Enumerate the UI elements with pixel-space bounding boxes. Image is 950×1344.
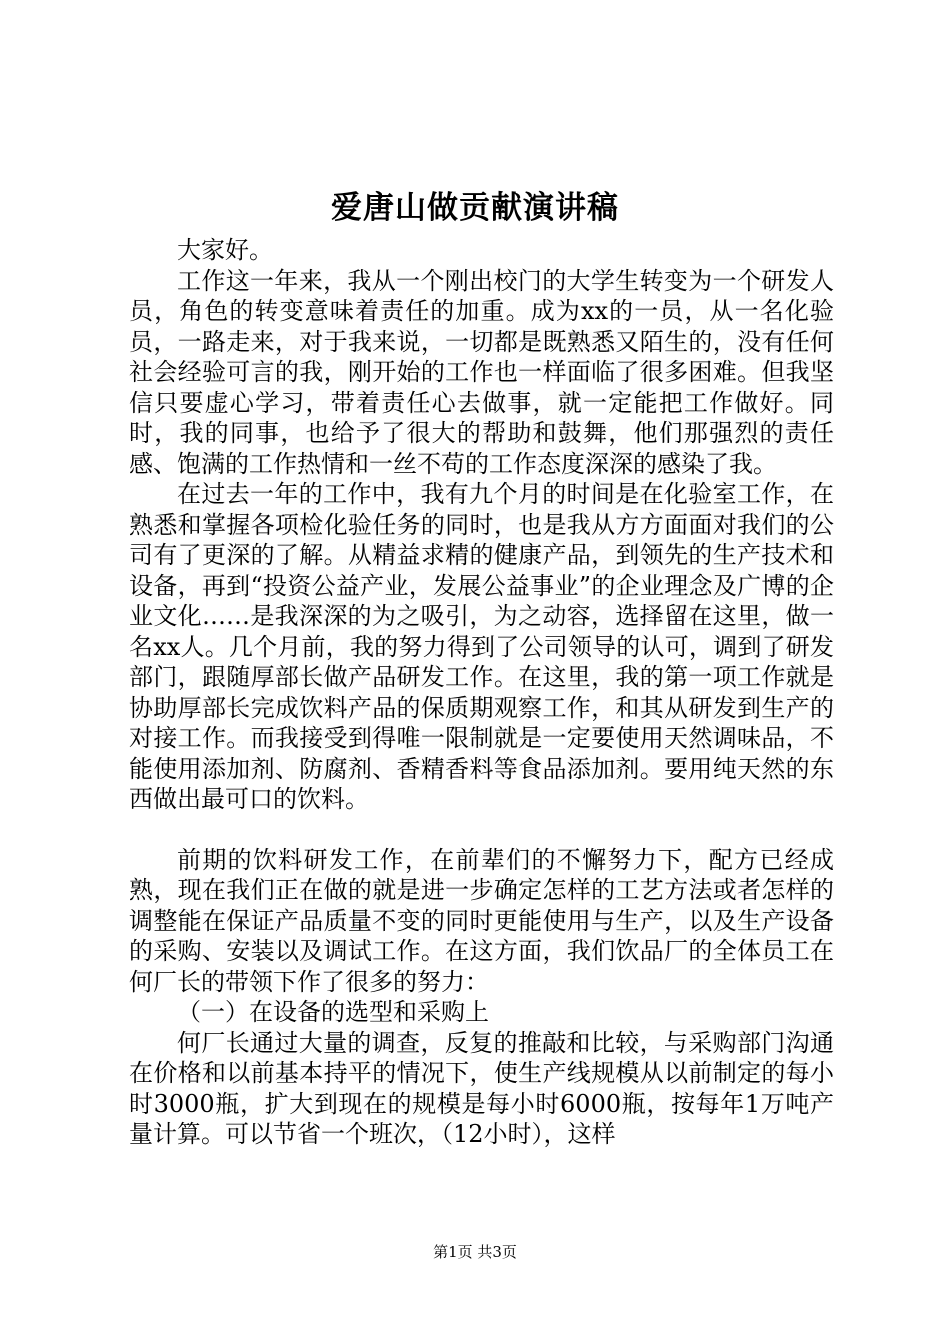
section-heading-equipment: （一）在设备的选型和采购上 (177, 998, 489, 1026)
paragraph-development: 前期的饮料研发工作，在前辈们的不懈努力下，配方已经成熟，现在我们正在做的就是进一步确定怎样的工艺方法或者怎样的调整能在保证产品质量不变的同时更能使用与生产，以及生产设备的采购、安装以及调试工作。在这方面，我们饮品厂的全体员工在何厂长的带领下作了很多的努力： (129, 845, 834, 996)
page-number: 第1页 共3页 (433, 1243, 517, 1261)
paragraph-equipment: 何厂长通过大量的调查，反复的推敲和比较，与采购部门沟通在价格和以前基本持平的情况下，使生产线规模从以前制定的每小时3000瓶，扩大到现在的规模是每小时6000瓶，按每年1万吨产量计算。可以节省一个班次，（12小时），这样 (129, 1028, 834, 1148)
paragraph-spacer (129, 815, 834, 845)
paragraph-intro: 工作这一年来，我从一个刚出校门的大学生转变为一个研发人员，角色的转变意味着责任的加重。成为xx的一员，从一名化验员，一路走来，对于我来说，一切都是既熟悉又陌生的，没有任何社会经验可言的我，刚开始的工作也一样面临了很多困难。但我坚信只要虚心学习，带着责任心去做事，就一定能把工作做好。同时，我的同事，也给予了很大的帮助和鼓舞，他们那强烈的责任感、饱满的工作热情和一丝不苟的工作态度深深的感染了我。 (129, 266, 834, 478)
document-title: 爱唐山做贡献演讲稿 (331, 190, 619, 226)
paragraph-greeting: 大家好。 (177, 236, 273, 264)
paragraph-lab-work: 在过去一年的工作中，我有九个月的时间是在化验室工作，在熟悉和掌握各项检化验任务的同时，也是我从方方面面对我们的公司有了更深的了解。从精益求精的健康产品，到领先的生产技术和设备，再到“投资公益产业，发展公益事业”的企业理念及广博的企业文化……是我深深的为之吸引，为之动容，选择留在这里，做一名xx人。几个月前，我的努力得到了公司领导的认可，调到了研发部门，跟随厚部长做产品研发工作。在这里，我的第一项工作就是协助厚部长完成饮料产品的保质期观察工作，和其从研发到生产的对接工作。而我接受到得唯一限制就是一定要使用天然调味品，不能使用添加剂、防腐剂、香精香料等食品添加剂。要用纯天然的东西做出最可口的饮料。 (129, 480, 834, 813)
document-body (129, 235, 834, 1150)
